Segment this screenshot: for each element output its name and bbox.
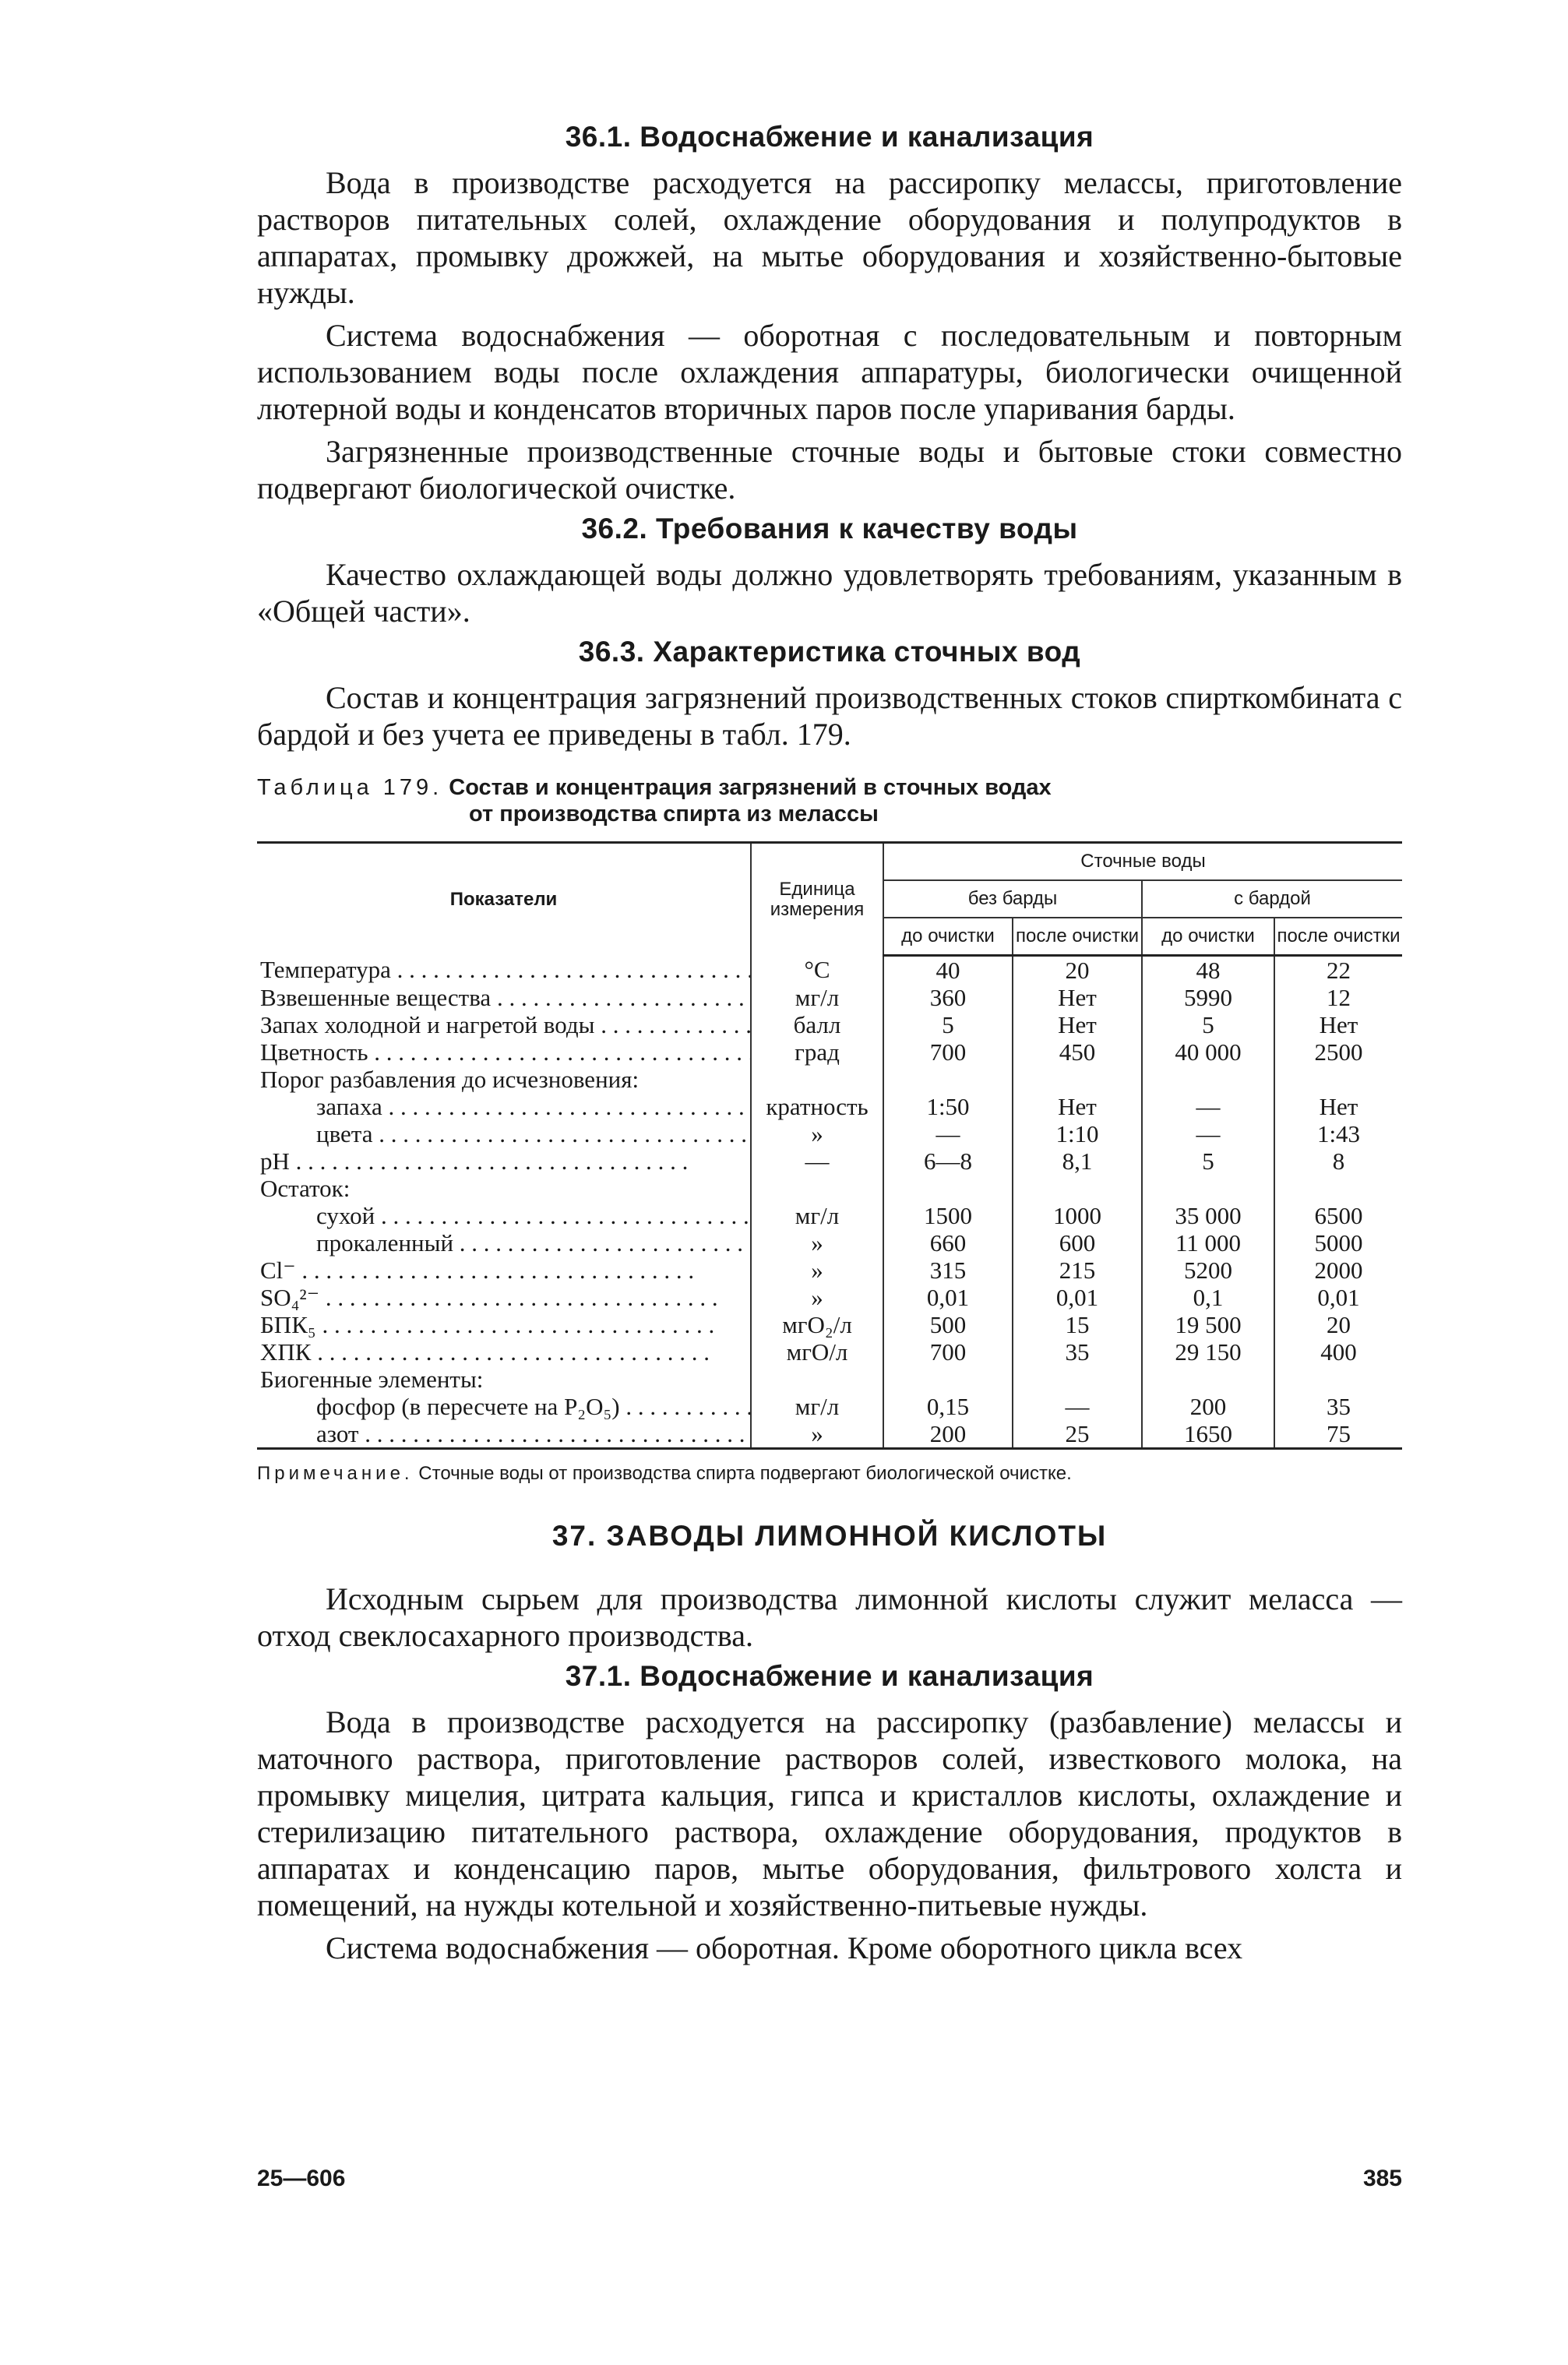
row-value: 12 <box>1274 984 1402 1011</box>
row-value: 22 <box>1274 956 1402 985</box>
column-header-after: после очистки <box>1013 918 1142 956</box>
row-unit: » <box>751 1420 883 1449</box>
section-heading-37-1: 37.1. Водоснабжение и канализация <box>565 1660 1094 1692</box>
row-label: БПК₅ . . . <box>257 1311 751 1338</box>
printer-signature: 25—606 <box>257 2166 346 2191</box>
table-row <box>257 1202 1402 1229</box>
table-note <box>257 1462 1402 1486</box>
table-row <box>257 1420 1402 1449</box>
row-label: прокаленный . . . <box>257 1229 751 1257</box>
row-value: 8 <box>1274 1147 1402 1175</box>
row-value: 200 <box>1142 1393 1274 1420</box>
row-value: — <box>883 1120 1013 1147</box>
row-value: 700 <box>883 1338 1013 1366</box>
row-value: 1:43 <box>1274 1120 1402 1147</box>
row-value: 400 <box>1274 1338 1402 1366</box>
table-row <box>257 1229 1402 1257</box>
row-unit: °C <box>751 956 883 985</box>
table-row <box>257 1366 1402 1393</box>
row-value: 35 <box>1013 1338 1142 1366</box>
table-row <box>257 1311 1402 1338</box>
table-row <box>257 1175 1402 1202</box>
row-unit: град <box>751 1038 883 1066</box>
row-value: 40 000 <box>1142 1038 1274 1066</box>
row-label: Температура . . . <box>257 956 751 985</box>
column-header-wastewater: Сточные воды <box>883 843 1402 881</box>
row-value: 1:50 <box>883 1093 1013 1120</box>
row-value <box>883 1366 1013 1393</box>
row-value: 660 <box>883 1229 1013 1257</box>
row-value: 15 <box>1013 1311 1142 1338</box>
row-value: 0,15 <box>883 1393 1013 1420</box>
paragraph: Состав и концентрация загрязнений производственных стоков спирткомбината с бардой и без учета ее приведены в табл. 179. <box>257 680 1402 752</box>
row-value: Нет <box>1013 1093 1142 1120</box>
column-header-after: после очистки <box>1274 918 1402 956</box>
row-label: азот . . . <box>257 1420 751 1449</box>
row-label: Биогенные элементы: <box>260 1366 484 1393</box>
table-caption <box>257 774 1402 827</box>
row-value <box>1274 1066 1402 1093</box>
row-value: 40 <box>883 956 1013 985</box>
row-label: pH . . . <box>257 1147 751 1175</box>
row-value: 700 <box>883 1038 1013 1066</box>
row-unit: » <box>751 1257 883 1284</box>
paragraph: Вода в производстве расходуется на рассиропку (разбавление) мелассы и маточного раствора, приготовление растворов солей, известкового молока, на промывку мицелия, цитрата кальция, гипса и кристаллов кислоты, охлаждение и стерилизацию питательного раствора, охлаждение оборудования, продуктов в аппаратах и конденсацию паров, мытье оборудования, фильтрового холста и помещений, на нужды котельной и хозяйственно-питьевые нужды. <box>257 1704 1402 1923</box>
row-value: 11 000 <box>1142 1229 1274 1257</box>
column-header-before: до очистки <box>883 918 1013 956</box>
table-title: Состав и концентрация загрязнений в сточных водах <box>449 775 1052 800</box>
row-value: 200 <box>883 1420 1013 1449</box>
table-row <box>257 1147 1402 1175</box>
row-value: 6500 <box>1274 1202 1402 1229</box>
row-label: цвета . . . <box>257 1120 751 1147</box>
row-unit: » <box>751 1229 883 1257</box>
row-value <box>883 1066 1013 1093</box>
row-unit: » <box>751 1120 883 1147</box>
row-value: 450 <box>1013 1038 1142 1066</box>
row-unit <box>751 1175 883 1202</box>
paragraph: Качество охлаждающей воды должно удовлетворять требованиям, указанным в «Общей части». <box>257 557 1402 629</box>
row-value: — <box>1013 1393 1142 1420</box>
row-value: 500 <box>883 1311 1013 1338</box>
row-value: 0,01 <box>883 1284 1013 1311</box>
row-value: 1500 <box>883 1202 1013 1229</box>
data-table <box>257 841 1402 1450</box>
row-value: 35 000 <box>1142 1202 1274 1229</box>
column-header-before: до очистки <box>1142 918 1274 956</box>
row-label: Запах холодной и нагретой воды . . . <box>257 1011 751 1038</box>
row-value: 5 <box>883 1011 1013 1038</box>
row-label: Взвешенные вещества . . . <box>257 984 751 1011</box>
table-body <box>257 956 1402 1449</box>
row-value <box>1274 1366 1402 1393</box>
note-label: Примечание. <box>257 1463 414 1484</box>
row-value: 5200 <box>1142 1257 1274 1284</box>
row-value: 35 <box>1274 1393 1402 1420</box>
row-unit: мг/л <box>751 1202 883 1229</box>
row-unit: мг/л <box>751 1393 883 1420</box>
page-content <box>257 121 1402 1972</box>
row-value: 1650 <box>1142 1420 1274 1449</box>
row-value: 0,01 <box>1274 1284 1402 1311</box>
row-unit <box>751 1366 883 1393</box>
table-row <box>257 1257 1402 1284</box>
table-row <box>257 1120 1402 1147</box>
row-unit <box>751 1066 883 1093</box>
row-value: Нет <box>1013 984 1142 1011</box>
row-label: Cl⁻ . . . <box>257 1257 751 1284</box>
row-value: Нет <box>1274 1093 1402 1120</box>
table-row <box>257 956 1402 985</box>
table-row <box>257 1066 1402 1093</box>
row-value: 1000 <box>1013 1202 1142 1229</box>
row-value <box>1142 1175 1274 1202</box>
row-unit: балл <box>751 1011 883 1038</box>
row-unit: мгO/л <box>751 1338 883 1366</box>
row-label: SO₄²⁻ . . . <box>257 1284 751 1311</box>
table-row <box>257 1038 1402 1066</box>
row-value: 6—8 <box>883 1147 1013 1175</box>
column-header-indicator: Показатели <box>449 888 558 910</box>
row-value: — <box>1142 1120 1274 1147</box>
column-header-unit: Единица измерения <box>751 843 883 956</box>
column-header-without-barda: без барды <box>883 880 1142 918</box>
row-value: 20 <box>1013 956 1142 985</box>
row-value: 5990 <box>1142 984 1274 1011</box>
row-value <box>1013 1066 1142 1093</box>
page-number: 385 <box>1362 2166 1402 2191</box>
paragraph: Система водоснабжения — оборотная. Кроме оборотного цикла всех <box>326 1930 1243 1965</box>
row-label: Порог разбавления до исчезновения: <box>260 1066 640 1093</box>
row-value <box>1274 1175 1402 1202</box>
row-value: 48 <box>1142 956 1274 985</box>
paragraph: Вода в производстве расходуется на рассиропку мелассы, приготовление растворов питательных солей, охлаждение оборудования и полупродуктов в аппаратах, промывку дрожжей, на мытье оборудования и хозяйственно-бытовые нужды. <box>257 165 1402 310</box>
table-row <box>257 1011 1402 1038</box>
row-value: Нет <box>1013 1011 1142 1038</box>
paragraph: Система водоснабжения — оборотная с последовательным и повторным использованием воды после охлаждения аппаратуры, биологически очищенной лютерной воды и конденсатов вторичных паров после упаривания барды. <box>257 318 1402 426</box>
row-label: фосфор (в пересчете на P₂O₅) . . . <box>257 1393 751 1420</box>
note-text: Сточные воды от производства спирта подвергают биологической очистке. <box>418 1463 1072 1484</box>
row-value: 8,1 <box>1013 1147 1142 1175</box>
row-value: 5000 <box>1274 1229 1402 1257</box>
row-unit: мгO₂/л <box>751 1311 883 1338</box>
row-value: 20 <box>1274 1311 1402 1338</box>
table-row <box>257 984 1402 1011</box>
row-value: 360 <box>883 984 1013 1011</box>
row-label: ХПК . . . <box>257 1338 751 1366</box>
table-row <box>257 1093 1402 1120</box>
row-value: 19 500 <box>1142 1311 1274 1338</box>
row-value: — <box>1142 1093 1274 1120</box>
row-value: 5 <box>1142 1011 1274 1038</box>
row-label: Остаток: <box>260 1175 351 1202</box>
row-value: 2000 <box>1274 1257 1402 1284</box>
row-value: 2500 <box>1274 1038 1402 1066</box>
row-value <box>1142 1066 1274 1093</box>
row-unit: » <box>751 1284 883 1311</box>
row-unit: — <box>751 1147 883 1175</box>
row-value: 0,1 <box>1142 1284 1274 1311</box>
column-header-with-barda: с бардой <box>1142 880 1402 918</box>
row-value <box>1013 1175 1142 1202</box>
row-value: 25 <box>1013 1420 1142 1449</box>
row-value: 215 <box>1013 1257 1142 1284</box>
paragraph: Исходным сырьем для производства лимонной кислоты служит меласса — отход свеклосахарного производства. <box>257 1581 1402 1653</box>
table-row <box>257 1338 1402 1366</box>
row-label: запаха . . . <box>257 1093 751 1120</box>
row-value: 29 150 <box>1142 1338 1274 1366</box>
chapter-heading-37: 37. ЗАВОДЫ ЛИМОННОЙ КИСЛОТЫ <box>551 1520 1108 1552</box>
table-title-line2: от производства спирта из мелассы <box>469 802 879 827</box>
row-label: сухой . . . <box>257 1202 751 1229</box>
row-value: 600 <box>1013 1229 1142 1257</box>
table-row <box>257 1393 1402 1420</box>
row-unit: кратность <box>751 1093 883 1120</box>
table-row <box>257 1284 1402 1311</box>
section-heading-36-2: 36.2. Требования к качеству воды <box>581 513 1078 545</box>
row-value: 75 <box>1274 1420 1402 1449</box>
row-value: 5 <box>1142 1147 1274 1175</box>
row-value <box>1142 1366 1274 1393</box>
row-label: Цветность . . . <box>257 1038 751 1066</box>
row-unit: мг/л <box>751 984 883 1011</box>
table-label: Таблица 179. <box>257 775 443 800</box>
section-heading-36-3: 36.3. Характеристика сточных вод <box>578 636 1081 668</box>
row-value <box>1013 1366 1142 1393</box>
row-value: 315 <box>883 1257 1013 1284</box>
paragraph: Загрязненные производственные сточные воды и бытовые стоки совместно подвергают биологической очистке. <box>257 434 1402 506</box>
row-value: 1:10 <box>1013 1120 1142 1147</box>
row-value: 0,01 <box>1013 1284 1142 1311</box>
section-heading-36-1: 36.1. Водоснабжение и канализация <box>565 121 1094 153</box>
row-value <box>883 1175 1013 1202</box>
row-value: Нет <box>1274 1011 1402 1038</box>
